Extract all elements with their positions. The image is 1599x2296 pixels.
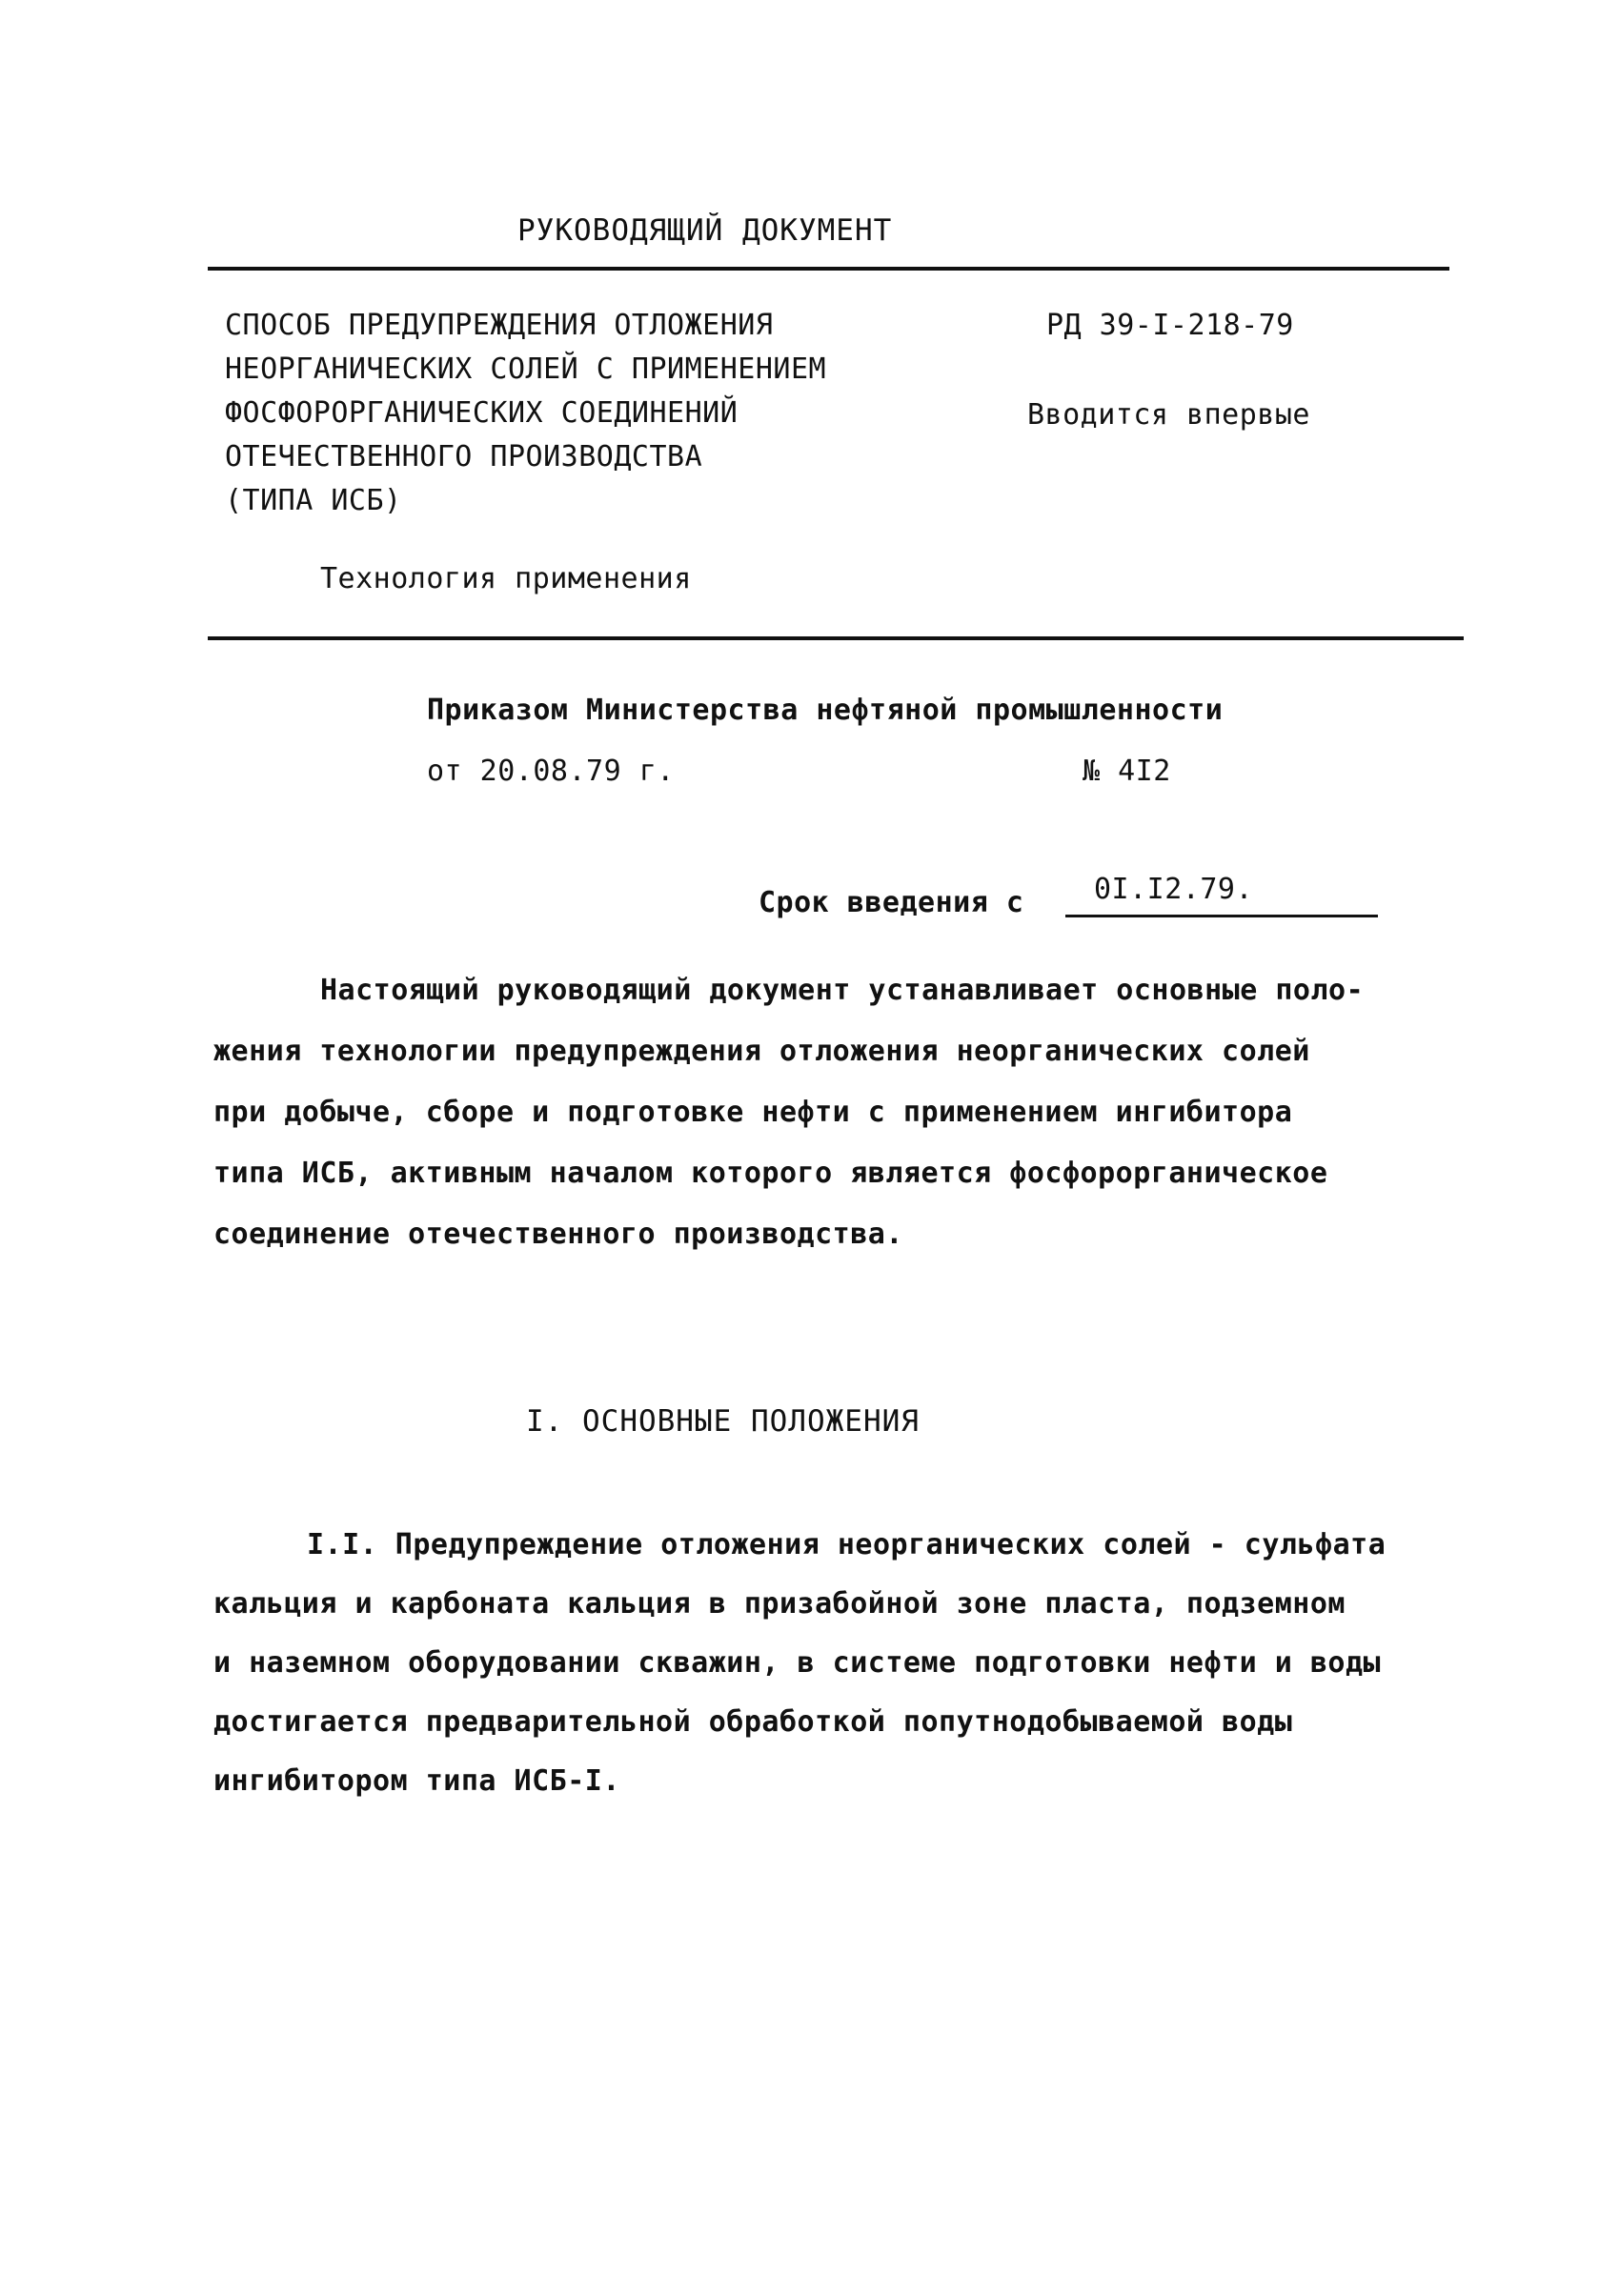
document-code: РД 39-I-218-79	[1046, 309, 1294, 342]
intro-paragraph-line-4: типа ИСБ, активным началом которого является фосфорорганическое	[213, 1157, 1328, 1190]
approval-date: от 20.08.79 г.	[427, 755, 675, 788]
section-1-paragraph-line-4: достигается предварительной обработкой попутнодобываемой воды	[213, 1705, 1293, 1739]
effective-date-value: 0I.I2.79.	[1094, 873, 1254, 906]
section-1-heading: I. ОСНОВНЫЕ ПОЛОЖЕНИЯ	[526, 1404, 920, 1439]
intro-paragraph-line-5: соединение отечественного производства.	[213, 1218, 903, 1251]
intro-paragraph-line-2: жения технологии предупреждения отложения неорганических солей	[213, 1035, 1310, 1068]
document-type-heading: РУКОВОДЯЩИЙ ДОКУМЕНТ	[517, 213, 893, 248]
introduction-note: Вводится впервые	[1027, 398, 1310, 432]
section-1-paragraph-line-5: ингибитором типа ИСБ-I.	[213, 1764, 620, 1798]
approval-number: № 4I2	[1083, 755, 1171, 788]
title-block-rule	[208, 636, 1464, 640]
document-title-line-5: (ТИПА ИСБ)	[225, 484, 402, 517]
document-title-line-3: ФОСФОРОРГАНИЧЕСКИХ СОЕДИНЕНИЙ	[225, 396, 739, 430]
header-rule	[208, 267, 1449, 271]
document-title-line-1: СПОСОБ ПРЕДУПРЕЖДЕНИЯ ОТЛОЖЕНИЯ	[225, 309, 774, 342]
document-title-line-2: НЕОРГАНИЧЕСКИХ СОЛЕЙ С ПРИМЕНЕНИЕМ	[225, 352, 827, 386]
document-title-line-4: ОТЕЧЕСТВЕННОГО ПРОИЗВОДСТВА	[225, 440, 703, 473]
intro-paragraph-line-1: Настоящий руководящий документ устанавливает основные поло-	[320, 974, 1365, 1007]
intro-paragraph-line-3: при добыче, сборе и подготовке нефти с применением ингибитора	[213, 1096, 1293, 1129]
section-1-paragraph-line-1: I.I. Предупреждение отложения неорганических солей - сульфата	[307, 1528, 1386, 1561]
effective-date-label: Срок введения с	[759, 886, 1024, 919]
section-1-paragraph-line-3: и наземном оборудовании скважин, в системе подготовки нефти и воды	[213, 1646, 1382, 1680]
approval-order-line: Приказом Министерства нефтяной промышленности	[427, 694, 1224, 727]
document-subtitle: Технология применения	[320, 562, 692, 595]
section-1-paragraph-line-2: кальция и карбоната кальция в призабойной зоне пласта, подземном	[213, 1587, 1346, 1621]
